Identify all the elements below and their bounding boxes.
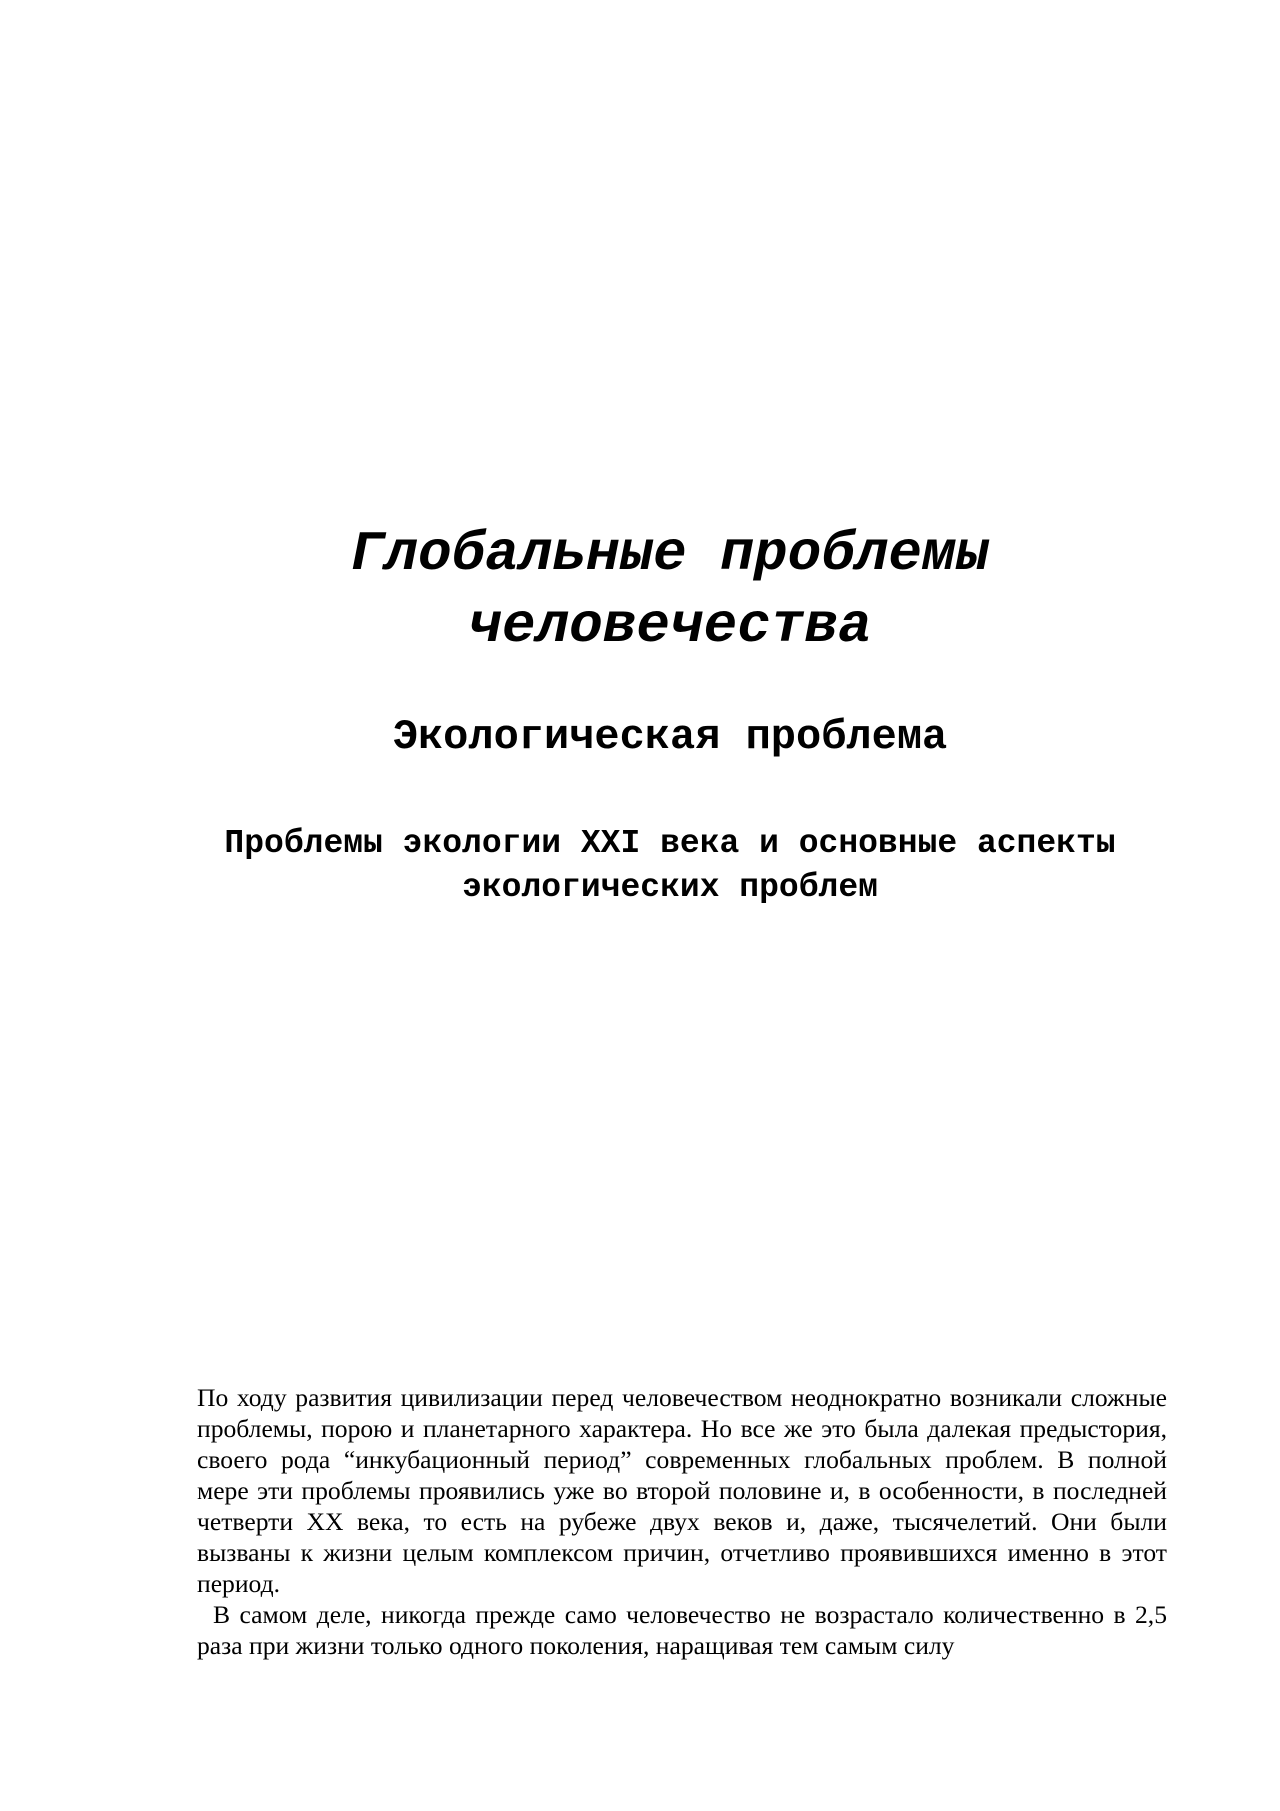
paragraph-1: По ходу развития цивилизации перед человечеством неоднократно возникали сложные проблемы, порою и планетарного характера. Но все же это была далекая предыстория, своего рода “инкубационный период” современных глобальных проблем. В полной мере эти проблемы проявились уже во второй половине и, в особенности, в последней четверти XX века, то есть на рубеже двух веков и, даже, тысячелетий. Они были вызваны к жизни целым комплексом причин, отчетливо проявившихся именно в этот период. [197,1383,1167,1598]
paragraph-2: В самом деле, никогда прежде само человечество не возрастало количественно в 2,5 раза при жизни только одного поколения, наращивая тем самым силу [197,1600,1167,1660]
document-subtitle: Экологическая проблема [392,713,948,761]
body-text [197,1382,1167,1661]
document-title: Глобальные проблемы человечества [350,522,990,658]
section-heading: Проблемы экологии XXI века и основные аспекты экологических проблем [224,825,1116,906]
